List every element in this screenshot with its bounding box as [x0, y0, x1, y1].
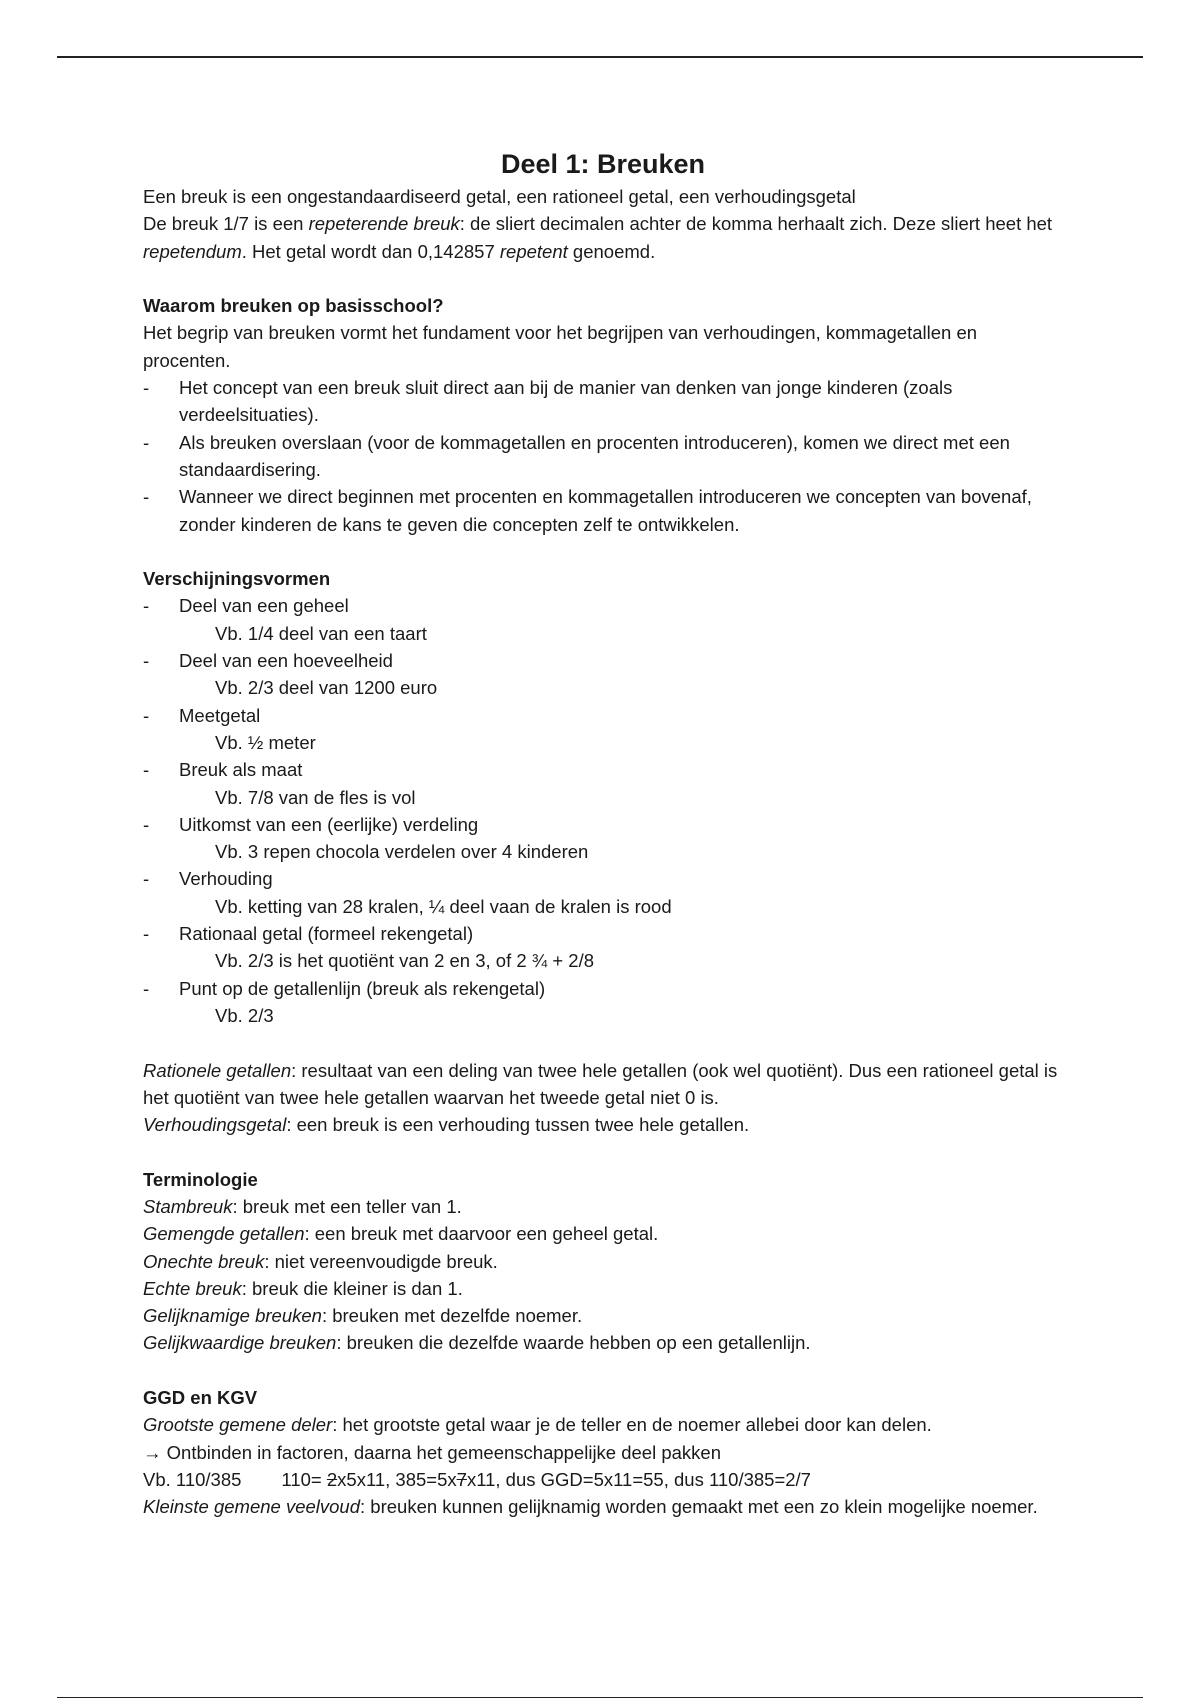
list-item: - Deel van een geheel [143, 595, 349, 617]
ggd-definition: Grootste gemene deler: het grootste getal waar je de teller en de noemer allebei door kan delen. [143, 1414, 932, 1436]
example-line: Vb. 2/3 deel van 1200 euro [215, 677, 438, 699]
section-heading-ggd: GGD en KGV [143, 1387, 258, 1409]
example-line: Vb. 1/4 deel van een taart [215, 622, 427, 644]
list-item: - Verhouding [143, 868, 273, 890]
ratio-definition: Verhoudingsgetal: een breuk is een verhouding tussen twee hele getallen. [143, 1114, 750, 1136]
arrow-right-icon: → [143, 1441, 162, 1463]
spacer [143, 1029, 1063, 1056]
kgv-definition: Kleinste gemene veelvoud: breuken kunnen gelijknamig worden gemaakt met een zo klein mogelijke noemer. [143, 1496, 1038, 1518]
why-text: Het begrip van breuken vormt het fundament voor het begrijpen van verhoudingen, kommagetallen en procenten. [143, 322, 978, 371]
list-item: - Uitkomst van een (eerlijke) verdeling [143, 813, 479, 835]
list-item: - Breuk als maat [143, 759, 303, 781]
term-definition: Stambreuk: breuk met een teller van 1. [143, 1195, 462, 1217]
term-definition: Onechte breuk: niet vereenvoudigde breuk. [143, 1250, 498, 1272]
example-line: Vb. 3 repen chocola verdelen over 4 kinderen [215, 841, 589, 863]
term-definition: Gelijkwaardige breuken: breuken die dezelfde waarde hebben op een getallenlijn. [143, 1332, 811, 1354]
rational-definition: Rationele getallen: resultaat van een deling van twee hele getallen (ook wel quotiënt). Dus een rationeel getal is het quotiënt van twee hele getallen waarvan het tweede getal niet 0 is. [143, 1059, 1058, 1108]
ggd-step: → Ontbinden in factoren, daarna het gemeenschappelijke deel pakken [143, 1441, 721, 1463]
spacer [143, 538, 1063, 565]
list-item: - Wanneer we direct beginnen met procenten en kommagetallen introduceren we concepten van bovenaf, zonder kinderen de kans te geven die concepten zelf te ontwikkelen. [143, 486, 1032, 535]
section-heading-forms: Verschijningsvormen [143, 568, 331, 590]
list-item: - Meetgetal [143, 704, 261, 726]
example-line: Vb. 2/3 is het quotiënt van 2 en 3, of 2 ¾ + 2/8 [215, 950, 595, 972]
term-definition: Gemengde getallen: een breuk met daarvoor een geheel getal. [143, 1223, 659, 1245]
term-definition: Echte breuk: breuk die kleiner is dan 1. [143, 1277, 463, 1299]
section-heading-why: Waarom breuken op basisschool? [143, 295, 444, 317]
page-title: Deel 1: Breuken [500, 149, 706, 179]
example-line: Vb. ketting van 28 kralen, ¼ deel vaan de kralen is rood [215, 895, 672, 917]
example-line: Vb. ½ meter [215, 731, 316, 753]
term-definition: Gelijknamige breuken: breuken met dezelfde noemer. [143, 1305, 583, 1327]
example-line: Vb. 2/3 [215, 1004, 274, 1026]
ggd-example: Vb. 110/385 110= 2x5x11, 385=5x7x11, dus GGD=5x11=55, dus 110/385=2/7 [143, 1468, 811, 1490]
list-item: - Het concept van een breuk sluit direct aan bij de manier van denken van jonge kinderen (zoals verdeelsituaties). [143, 377, 953, 426]
intro-line: Een breuk is een ongestandaardiseerd getal, een rationeel getal, een verhoudingsgetal [143, 186, 856, 207]
list-item: - Deel van een hoeveelheid [143, 650, 393, 672]
list-item: - Rationaal getal (formeel rekengetal) [143, 923, 474, 945]
spacer [143, 265, 1063, 292]
example-line: Vb. 7/8 van de fles is vol [215, 786, 416, 808]
list-item: - Punt op de getallenlijn (breuk als rekengetal) [143, 977, 546, 999]
spacer [143, 1357, 1063, 1384]
header-rule [57, 56, 1143, 58]
list-item: - Als breuken overslaan (voor de kommagetallen en procenten introduceren), komen we direct met een standaardisering. [143, 431, 1010, 480]
spacer [143, 1138, 1063, 1165]
document-page [143, 145, 1063, 1521]
section-heading-terminology: Terminologie [143, 1168, 258, 1190]
intro-paragraph: De breuk 1/7 is een repeterende breuk: de sliert decimalen achter de komma herhaalt zich. Deze sliert heet het repetendum. Het getal wordt dan 0,142857 repetent genoemd. [143, 213, 1053, 262]
footer-rule [57, 1697, 1143, 1698]
